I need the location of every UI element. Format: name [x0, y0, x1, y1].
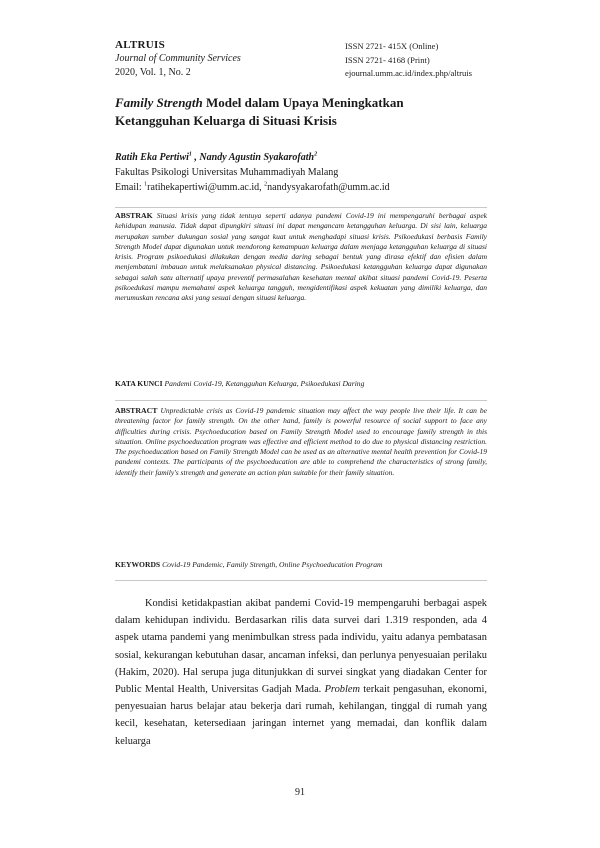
author-2-sup: 2	[314, 151, 318, 158]
issn-info	[345, 40, 472, 81]
email-2[interactable]: nandysyakarofath@umm.ac.id	[267, 182, 390, 193]
divider-bottom	[115, 580, 487, 581]
affiliation: Fakultas Psikologi Universitas Muhammadiyah Malang	[115, 167, 339, 178]
abstrak-label: ABSTRAK	[115, 211, 153, 220]
body-text-part-1: Kondisi ketidakpastian akibat pandemi Covid-19 mempengaruhi berbagai aspek dalam kehidupan individu. Berdasarkan rilis data survei dari 1.319 responden, ada 4 aspek utama pandemi yang menimbulkan stress pada individu, yaitu adanya pembatasan sosial, kekurangan kebutuhan dasar, ancaman infeksi, dan perlunya penyesuaian perilaku (Hakim, 2020). Hal serupa juga ditunjukkan di survei singkat yang diadakan Center for Public Mental Health, Universitas Gadjah Mada.	[115, 598, 487, 696]
abstract-section	[115, 406, 487, 478]
page-number: 91	[295, 787, 305, 798]
email-1[interactable]: ratihekapertiwi@umm.ac.id,	[147, 182, 265, 193]
body-paragraph	[115, 595, 487, 750]
author-1-sup: 1	[188, 151, 192, 158]
kata-kunci	[115, 379, 495, 388]
abstrak-text: Situasi krisis yang tidak tentuya seperti adanya pandemi Covid-19 ini mempengaruhi berbagai aspek kehidupan manusia. Tidak dapat dipungkiri situasi ini dapat mengancam ketangguhan keluarga. Di sisi lain, keluarga merupakan sumber dukungan sosial yang sangat kuat untuk menghadapi situasi krisis. Psikoedukasi berbasis Family Strength Model dapat digunakan untuk mendorong kemampuan keluarga dalam menjaga ketangguhan keluarga di situasi krisis. Program psikoedukasi dilakukan dengan media daring sebagai bentuk yang dirasa efektif dan efisien dalam menjembatani imbauan untuk melaksanakan physical distancing. Psikoedukasi ketangguhan keluarga dapat digunakan sebagai salah satu alternatif upaya preventif permasalahan kesehatan mental akibat situasi pandemi Covid-19. Peserta psikoedukasi mampu memahami aspek keluarga tangguh, mengidentifikasi aspek kekuatan yang dimiliki keluarga, dan merumuskan rencana aksi yang sesuai dengan situasi keluarga.	[115, 211, 488, 303]
divider-middle	[115, 400, 487, 401]
keywords-label: KEYWORDS	[115, 560, 161, 569]
body-text	[115, 595, 487, 750]
author-2: Nandy Agustin Syakarofath	[199, 152, 315, 163]
author-names	[115, 150, 535, 165]
divider-top	[115, 207, 487, 208]
abstract-label: ABSTRACT	[115, 406, 158, 415]
body-text-part-2: terkait pengasuhan, ekonomi, penyesuaian harus belajar atau bekerja dari rumah, kehilangan, tinggal di rumah yang kecil, kesehatan, ketersediaan jaringan internet yang memadai, dan konflik dalam keluarga	[115, 684, 487, 747]
journal-name: ALTRUIS	[115, 39, 165, 51]
author-separator: ,	[191, 152, 200, 163]
issn-print: ISSN 2721- 4168 (Print)	[345, 54, 430, 65]
issn-online: ISSN 2721- 415X (Online)	[345, 41, 439, 51]
email-1-sup: 1	[144, 181, 148, 188]
paper-title	[115, 94, 515, 130]
title-italic-part: Family Strength	[115, 95, 203, 110]
email-label: Email:	[115, 182, 145, 193]
kata-kunci-label: KATA KUNCI	[115, 379, 163, 388]
journal-url[interactable]: ejournal.umm.ac.id/index.php/altruis	[345, 68, 472, 78]
journal-info	[115, 38, 241, 80]
body-italic-word: Problem	[324, 684, 360, 696]
journal-volume: 2020, Vol. 1, No. 2	[115, 67, 191, 78]
kata-kunci-text: Pandemi Covid-19, Ketangguhan Keluarga, Psikoedukasi Daring	[164, 379, 365, 388]
title-line1: Model dalam Upaya Meningkatkan	[202, 95, 404, 110]
keywords	[115, 560, 495, 569]
abstract-text: Unpredictable crisis as Covid-19 pandemic situation may affect the way people live their life. It can be threatening factor for family strength. On the other hand, family is powerful resource of social support to face any difficulties during crisis. Psychoeducation based on Family Strength Model used to encourage family strength in this situation. Online psychoeducation program was effective and efficient method to do due to physical distancing restriction. The psychoeducation based on Family Strength Model can be used as an alternative mental health prevention for Covid-19 pandemi contexts. The participants of the psychoeducation are able to comprehend the characteristics of strong family, identify their family's strength and generate an action plan suitable for their family situation.	[115, 406, 487, 477]
keywords-text: Covid-19 Pandemic, Family Strength, Online Psychoeducation Program	[162, 560, 383, 569]
author-1: Ratih Eka Pertiwi	[115, 152, 189, 163]
title-line2: Ketangguhan Keluarga di Situasi Krisis	[115, 113, 337, 128]
email-2-sup: 2	[264, 181, 268, 188]
journal-subtitle: Journal of Community Services	[115, 53, 241, 64]
abstrak-section	[115, 211, 487, 304]
author-block	[115, 150, 535, 195]
email-line	[115, 180, 535, 195]
